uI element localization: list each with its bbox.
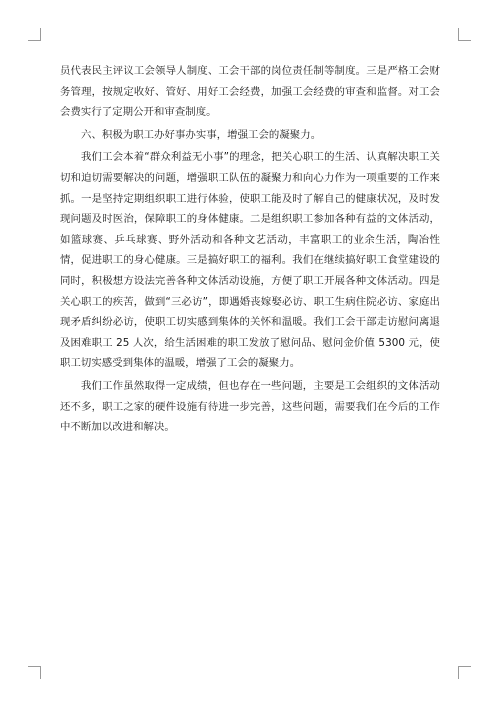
paragraph-finance-management: 员代表民主评议工会领导人制度、工会干部的岗位责任制等制度。三是严格工会财务管理，按规定收好、管好、用好工会经费，加强工会经费的审查和监督。对工会会费实行了定期公开和审查制度。: [60, 65, 440, 119]
paragraph-worker-welfare: 我们工会本着“群众利益无小事”的理念，把关心职工的生活、认真解决职工关切和迫切需要解决的问题，增强职工队伍的凝聚力和向心力作为一项重要的工作来抓。一是坚持定期组织职工进行体验，使职工能及时了解自己的健康状况，及时发现问题及时医治，保障职工的身体健康。二是组织职工参加各种有益的文体活动，如篮球赛、乒乓球赛、野外活动和各种文艺活动，丰富职工的业余生活，陶冶性情，促进职工的身心健康。三是搞好职工的福利。我们在继续搞好职工食堂建设的同时，积极想方设法完善各种文体活动设施，方便了职工开展各种文体活动。四是关心职工的疾苦，做到“三必访”，即遇婚丧嫁娶必访、职工生病住院必访、家庭出现矛盾纠纷必访，使职工切实感到集体的关怀和温暖。我们工会干部走访慰问离退及困难职工 25 人次，给生活困难的职工发放了慰问品、慰问金价值 5300 元，使职工切实感受到集体的温暖，增强了工会的凝聚力。: [60, 151, 440, 370]
crop-mark-top-right: [458, 28, 471, 41]
crop-mark-bottom-left: [28, 666, 41, 679]
crop-mark-top-left: [28, 28, 41, 41]
paragraph-problems-summary: 我们工作虽然取得一定成绩，但也存在一些问题，主要是工会组织的文体活动还不多，职工之家的硬件设施有待进一步完善，这些问题，需要我们在今后的工作中不断加以改进和解决。: [60, 379, 440, 434]
document-body: [60, 61, 440, 438]
section-heading-six: 六、积极为职工办好事办实事，增强工会的凝聚力。: [81, 128, 322, 141]
crop-mark-bottom-right: [458, 666, 471, 679]
